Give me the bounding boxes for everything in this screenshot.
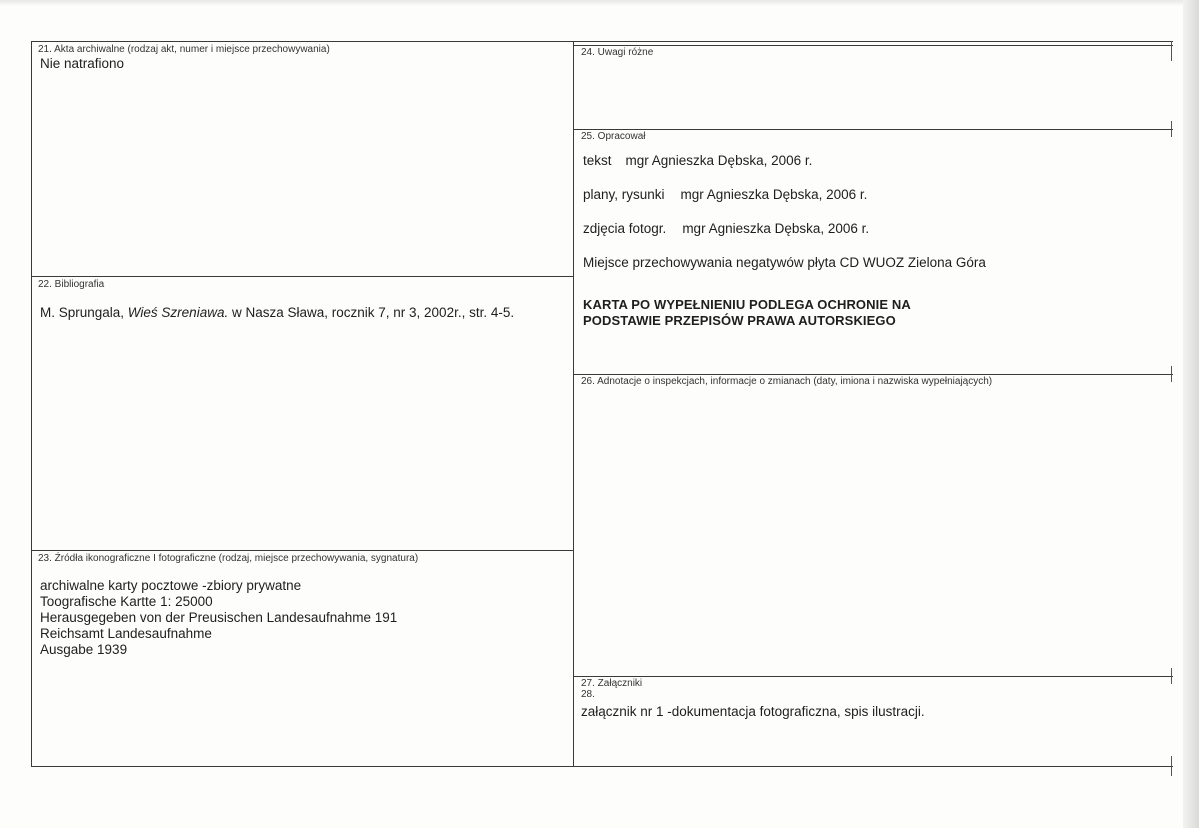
divider-26-27: [573, 676, 1173, 677]
edge-tick: [1171, 756, 1172, 776]
frame-left: [31, 41, 32, 767]
edge-tick: [1171, 668, 1172, 684]
frame-top: [31, 41, 1173, 42]
divider-25-26: [573, 374, 1173, 375]
section-23-line: Toografische Kartte 1: 25000: [40, 594, 213, 609]
edge-tick: [1171, 366, 1172, 382]
section-26-label: 26. Adnotacje o inspekcjach, informacje o zmianach (daty, imiona i nazwiska wypełniających): [581, 376, 993, 387]
page-shadow-top: [0, 0, 1199, 6]
section-21-value: Nie natrafiono: [40, 56, 125, 71]
copyright-notice-line1: KARTA PO WYPEŁNIENIU PODLEGA OCHRONIE NA: [583, 297, 911, 312]
author-photos-label: zdjęcia fotogr.: [583, 221, 667, 236]
record-card-form: [31, 41, 1173, 767]
bibliography-source: w Nasza Sława, rocznik 7, nr 3, 2002r., str. 4-5.: [228, 305, 515, 320]
author-plans-row: [583, 187, 867, 203]
author-photos-row: [583, 221, 869, 237]
bibliography-author: M. Sprungala,: [40, 305, 128, 320]
author-plans-label: plany, rysunki: [583, 187, 665, 202]
frame-bottom: [31, 766, 1173, 767]
negatives-location: Miejsce przechowywania negatywów płyta CD WUOZ Zielona Góra: [583, 255, 986, 270]
author-text-label: tekst: [583, 153, 612, 168]
attachments-value: załącznik nr 1 -dokumentacja fotograficzna, spis ilustracji.: [581, 704, 925, 719]
section-22-label: 22. Bibliografia: [38, 279, 105, 290]
section-23-line: Ausgabe 1939: [40, 642, 128, 657]
divider-top-right: [573, 45, 1173, 46]
divider-24-25: [573, 129, 1173, 130]
section-27-label: 27. Załączniki: [581, 678, 643, 689]
section-23-line: Herausgegeben von der Preusischen Landesaufnahme 191: [40, 610, 398, 625]
section-21-label: 21. Akta archiwalne (rodzaj akt, numer i miejsce przechowywania): [38, 44, 330, 55]
section-22-value: [40, 305, 514, 321]
bibliography-title: Wieś Szreniawa.: [127, 305, 229, 320]
author-photos-value: mgr Agnieszka Dębska, 2006 r.: [682, 221, 870, 236]
copyright-notice-line2: PODSTAWIE PRZEPISÓW PRAWA AUTORSKIEGO: [583, 313, 896, 328]
author-text-row: [583, 153, 812, 169]
section-28-label: 28.: [581, 689, 595, 700]
divider-22-23: [31, 550, 574, 551]
section-24-label: 24. Uwagi różne: [581, 47, 654, 58]
section-23-line: archiwalne karty pocztowe -zbiory prywatne: [40, 578, 302, 593]
column-divider: [573, 41, 574, 767]
section-25-label: 25. Opracował: [581, 131, 646, 142]
section-23-line: Reichsamt Landesaufnahme: [40, 626, 212, 641]
edge-tick: [1171, 41, 1172, 61]
page-shadow-right: [1183, 0, 1199, 828]
author-text-value: mgr Agnieszka Dębska, 2006 r.: [625, 153, 813, 168]
edge-tick: [1171, 121, 1172, 137]
divider-21-22: [31, 276, 574, 277]
author-plans-value: mgr Agnieszka Dębska, 2006 r.: [680, 187, 868, 202]
section-23-label: 23. Źródła ikonograficzne I fotograficzne (rodzaj, miejsce przechowywania, sygnatura): [38, 553, 419, 564]
